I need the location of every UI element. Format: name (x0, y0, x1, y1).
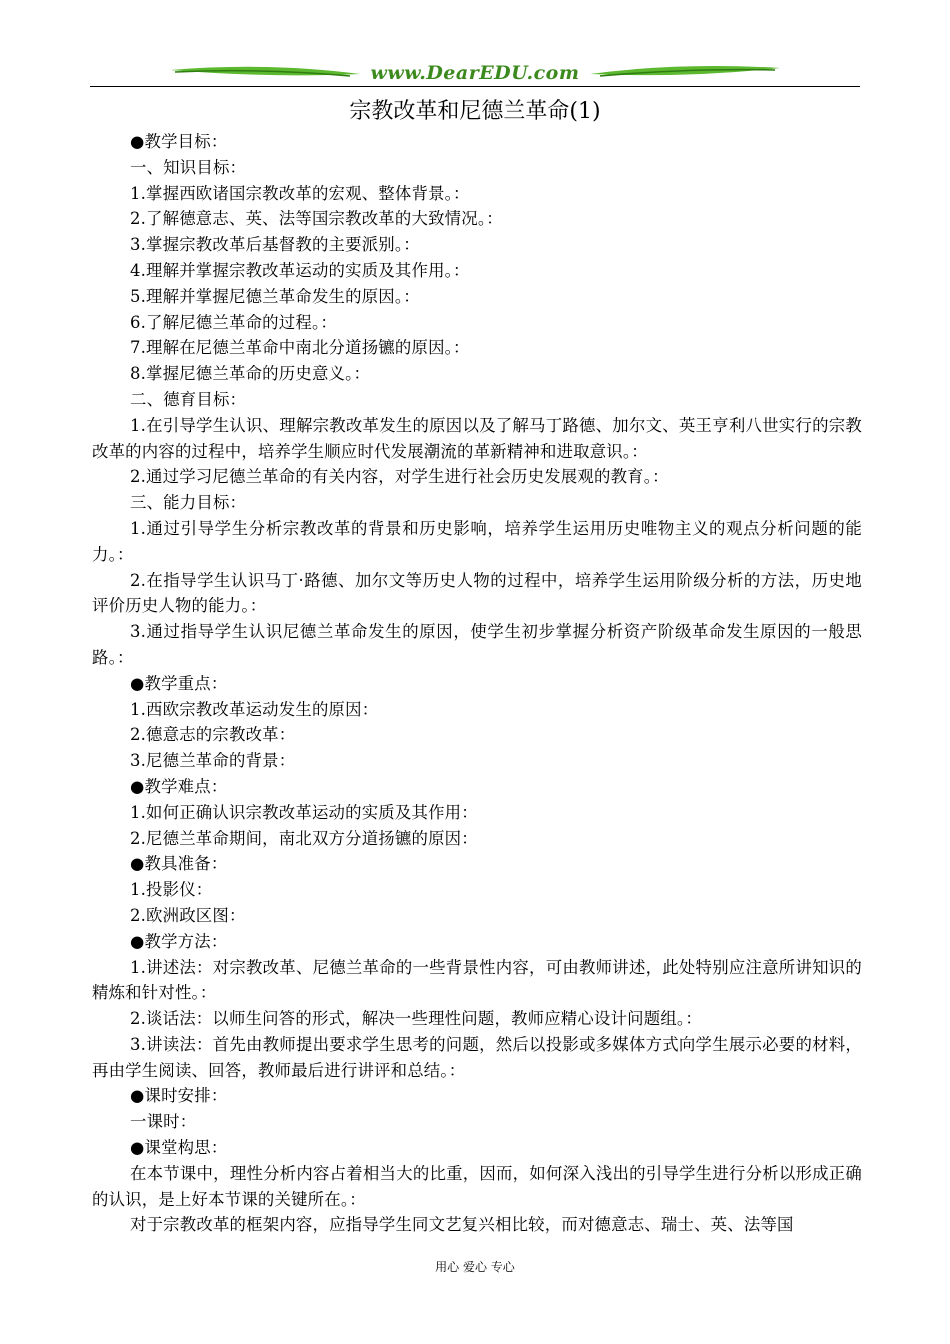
body-paragraph: 1.掌握西欧诸国宗教改革的宏观、整体背景。： (130, 183, 470, 203)
body-paragraph: 3.通过指导学生认识尼德兰革命发生的原因，使学生初步掌握分析资产阶级革命发生原因的一般思路。： (92, 622, 862, 667)
body-paragraph: 8.掌握尼德兰革命的历史意义。： (130, 364, 371, 384)
body-paragraph: 1.讲述法：对宗教改革、尼德兰革命的一些背景性内容，可由教师讲述，此处特别应注意所讲知识的精炼和针对性。： (92, 957, 862, 1003)
body-paragraph: 6.了解尼德兰革命的过程。： (130, 312, 337, 332)
body-paragraph: 2.德意志的宗教改革： (130, 725, 296, 745)
body-paragraph: 5.理解并掌握尼德兰革命发生的原因。： (130, 286, 420, 306)
page-footer: 用心 爱心 专心 (435, 1260, 515, 1274)
body-paragraph: 1.如何正确认识宗教改革运动的实质及其作用： (130, 802, 478, 822)
body-paragraph: 一、知识目标： (130, 157, 247, 177)
body-paragraph: ●教学重点： (130, 673, 228, 693)
body-paragraph: 2.谈话法：以师生问答的形式，解决一些理性问题，教师应精心设计问题组。： (130, 1009, 702, 1029)
body-paragraph: 3.掌握宗教改革后基督教的主要派别。： (130, 235, 420, 255)
body-paragraph: ●课堂构思： (130, 1138, 228, 1158)
body-paragraph: 1.在引导学生认识、理解宗教改革发生的原因以及了解马丁路德、加尔文、英王亨利八世实行的宗教改革的内容的过程中，培养学生顺应时代发展潮流的革新精神和进取意识。： (92, 415, 862, 461)
body-paragraph: 三、能力目标： (130, 493, 247, 513)
body-paragraph: 2.尼德兰革命期间，南北双方分道扬镳的原因： (130, 828, 478, 848)
body-paragraph: ●教具准备： (130, 854, 228, 874)
body-paragraph: 2.了解德意志、英、法等国宗教改革的大致情况。： (130, 209, 503, 229)
document-title: 宗教改革和尼德兰革命(1) (349, 99, 601, 124)
body-paragraph: 1.通过引导学生分析宗教改革的背景和历史影响，培养学生运用历史唯物主义的观点分析问题的能力。： (92, 518, 862, 564)
body-paragraph: 一课时： (130, 1112, 197, 1132)
body-paragraph: 对于宗教改革的框架内容，应指导学生同文艺复兴相比较，而对德意志、瑞士、英、法等国 (130, 1215, 794, 1235)
body-paragraph: 在本节课中，理性分析内容占着相当大的比重，因而，如何深入浅出的引导学生进行分析以形成正确的认识，是上好本节课的关键所在。： (92, 1163, 862, 1209)
body-paragraph: ●教学方法： (130, 931, 228, 951)
body-paragraph: 1.投影仪： (130, 880, 213, 900)
header-divider (90, 86, 860, 87)
body-paragraph: ●教学目标： (130, 132, 228, 151)
body-paragraph: 2.在指导学生认识马丁·路德、加尔文等历史人物的过程中，培养学生运用阶级分析的方法，历史地评价历史人物的能力。： (92, 570, 862, 616)
body-paragraph: 3.讲读法：首先由教师提出要求学生思考的问题，然后以投影或多媒体方式向学生展示必要的材料，再由学生阅读、回答，教师最后进行讲评和总结。： (92, 1034, 862, 1080)
body-paragraph: 7.理解在尼德兰革命中南北分道扬镳的原因。： (130, 338, 470, 358)
body-paragraph: ●课时安排： (130, 1086, 228, 1106)
site-logo-text[interactable]: www.DearEDU.com (370, 62, 580, 84)
body-paragraph: 二、德育目标： (130, 389, 247, 409)
body-paragraph: 1.西欧宗教改革运动发生的原因： (130, 699, 379, 719)
body-paragraph: 3.尼德兰革命的背景： (130, 751, 296, 771)
body-paragraph: 2.欧洲政区图： (130, 905, 246, 925)
body-paragraph: 2.通过学习尼德兰革命的有关内容，对学生进行社会历史发展观的教育。： (130, 467, 669, 487)
body-paragraph: 4.理解并掌握宗教改革运动的实质及其作用。： (130, 260, 470, 280)
body-paragraph: ●教学难点： (130, 776, 228, 796)
document-body (92, 129, 862, 1238)
